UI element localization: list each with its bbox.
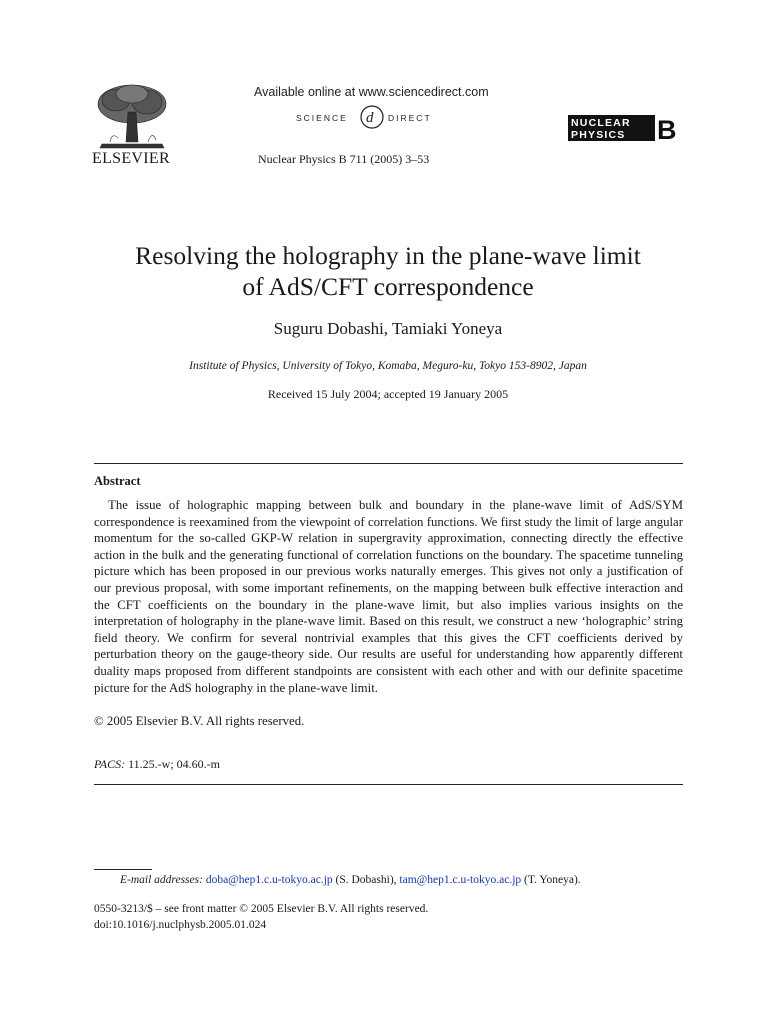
email-addresses [120, 874, 700, 886]
abstract-bottom-rule [94, 784, 683, 785]
publisher-name: ELSEVIER [92, 150, 170, 167]
email-name-yoneya: (T. Yoneya). [524, 874, 581, 886]
pacs-line [94, 757, 220, 772]
issn-line: 0550-3213/$ – see front matter © 2005 Elsevier B.V. All rights reserved. [94, 903, 429, 915]
email-link-yoneya[interactable]: tam@hep1.c.u-tokyo.ac.jp [399, 874, 522, 886]
doi-line[interactable]: doi:10.1016/j.nuclphysb.2005.01.024 [94, 919, 267, 931]
sciencedirect-available-text[interactable]: Available online at www.sciencedirect.com [254, 85, 489, 99]
abstract-heading: Abstract [94, 474, 141, 488]
abstract-body: The issue of holographic mapping between bulk and boundary in the plane-wave limit of AdS/SYM correspondence is reexamined from the viewpoint of correlation functions. We first study the limit of large angular momentum for the so-called GKP-W relation in supergravity approximation, connecting directly the effective action in the bulk and the generating functional of correlation functions on the boundary. The spacetime tunneling picture which has been proposed in our previous works naturally emerges. This gives not only a justification of our previous proposal, with some important refinements, on the mapping between bulk effective interaction and the CFT coefficients on the boundary in the plane-wave limit, but also implies various insights on the interpretation of holography in the plane-wave limit. Based on this result, we construct a new ‘holographic’ string field theory. We confirm for several nontrivial examples that this gives the CFT coefficients derived by perturbation theory on the gauge-theory side. Our results are useful for understanding how apparently different duality maps proposed from different standpoints are consistent with each other and with our definite spacetime picture for the AdS holography in the plane-wave limit. [94, 498, 683, 695]
journal-reference: Nuclear Physics B 711 (2005) 3–53 [258, 152, 430, 166]
np-logo-line2: PHYSICS [571, 129, 626, 141]
sciencedirect-logo [296, 103, 456, 133]
article-title [60, 240, 716, 302]
email-label: E-mail addresses: [120, 874, 203, 886]
nuclear-physics-b-logo [568, 115, 684, 141]
np-logo-line1: NUCLEAR [571, 117, 631, 129]
abstract-copyright: © 2005 Elsevier B.V. All rights reserved. [94, 714, 305, 728]
abstract-top-rule [94, 463, 683, 464]
email-name-dobashi: (S. Dobashi), [335, 874, 397, 886]
pacs-value: 11.25.-w; 04.60.-m [128, 757, 221, 771]
email-link-dobashi[interactable]: doba@hep1.c.u-tokyo.ac.jp [205, 874, 333, 886]
np-logo-letter: B [657, 115, 677, 141]
title-line-2: of AdS/CFT correspondence [242, 272, 534, 301]
affiliation: Institute of Physics, University of Tokyo, Komaba, Meguro-ku, Tokyo 153-8902, Japan [189, 360, 587, 372]
sciencedirect-left-text: SCIENCE [296, 113, 348, 123]
received-dates: Received 15 July 2004; accepted 19 January 2005 [267, 387, 509, 401]
title-line-1: Resolving the holography in the plane-wave limit [135, 241, 641, 270]
sciencedirect-right-text: DIRECT [388, 113, 432, 123]
footnote-rule [94, 869, 152, 870]
authors: Suguru Dobashi, Tamiaki Yoneya [273, 319, 503, 338]
svg-text:d: d [366, 110, 374, 126]
pacs-label: PACS: [94, 757, 126, 771]
